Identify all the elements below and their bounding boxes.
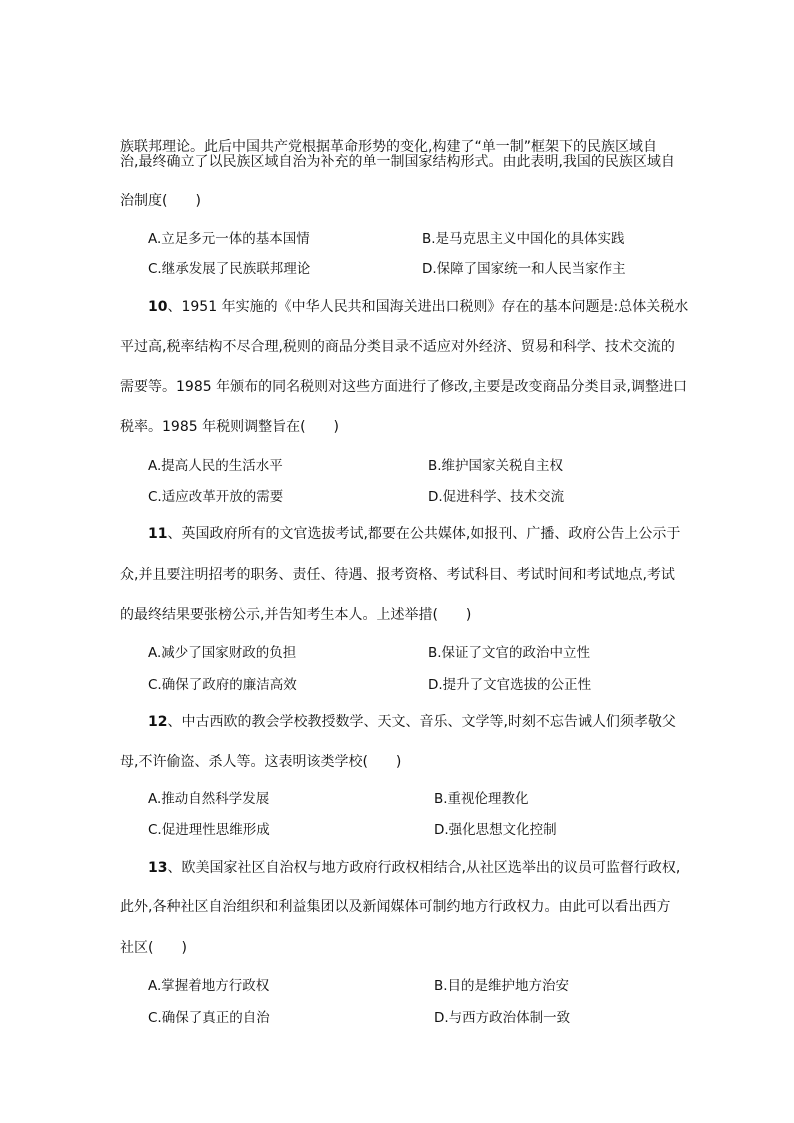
q9-option-d: D.保障了国家统一和人民当家作主 (422, 261, 626, 277)
q10-line-3: 需要等。1985 年颁布的同名税则对这些方面进行了修改,主要是改变商品分类目录,调整进口 (120, 379, 687, 395)
q11-option-a: A.减少了国家财政的负担 (148, 645, 297, 661)
q13-line-2: 此外,各种社区自治组织和利益集团以及新闻媒体可制约地方行政权力。由此可以看出西方 (120, 899, 671, 915)
q12-line-1 (148, 712, 676, 732)
q10-line-1-text: 、1951 年实施的《中华人民共和国海关进出口税则》存在的基本问题是:总体关税水 (167, 299, 689, 315)
q9-line-2: 治,最终确立了以民族区域自治为补充的单一制国家结构形式。由此表明,我国的民族区域自 (120, 154, 675, 170)
q12-option-d: D.强化思想文化控制 (434, 822, 557, 838)
question-number: 13 (148, 860, 168, 876)
q13-option-c: C.确保了真正的自治 (148, 1010, 270, 1026)
q9-option-c: C.继承发展了民族联邦理论 (148, 261, 311, 277)
q13-option-d: D.与西方政治体制一致 (434, 1010, 571, 1026)
q11-line-1-text: 、英国政府所有的文官选拔考试,都要在公共媒体,如报刊、广播、政府公告上公示于 (167, 526, 681, 542)
q13-option-a: A.掌握着地方行政权 (148, 978, 270, 994)
q13-option-b: B.目的是维护地方治安 (434, 978, 570, 994)
q10-line-4: 税率。1985 年税则调整旨在( ) (120, 419, 340, 435)
q12-line-1-text: 、中古西欧的教会学校教授数学、天文、音乐、文学等,时刻不忘告诫人们须孝敬父 (167, 714, 676, 730)
q12-option-a: A.推动自然科学发展 (148, 791, 270, 807)
q9-option-a: A.立足多元一体的基本国情 (148, 231, 310, 247)
q11-option-b: B.保证了文官的政治中立性 (428, 645, 591, 661)
q11-line-2: 众,并且要注明招考的职务、责任、待遇、报考资格、考试科目、考试时间和考试地点,考试 (120, 567, 675, 583)
q13-line-3: 社区( ) (120, 940, 187, 956)
q12-line-2: 母,不许偷盗、杀人等。这表明该类学校( ) (120, 754, 402, 770)
q12-option-b: B.重视伦理教化 (434, 791, 529, 807)
q10-line-2: 平过高,税率结构不尽合理,税则的商品分类目录不适应对外经济、贸易和科学、技术交流的 (120, 339, 675, 355)
q10-option-d: D.促进科学、技术交流 (428, 489, 565, 505)
q11-option-c: C.确保了政府的廉洁高效 (148, 677, 297, 693)
q10-option-b: B.维护国家关税自主权 (428, 458, 564, 474)
q12-option-c: C.促进理性思维形成 (148, 822, 270, 838)
q10-line-1 (148, 297, 688, 317)
q13-line-1 (148, 858, 680, 878)
question-number: 10 (148, 299, 168, 315)
q11-line-1 (148, 524, 680, 544)
q9-line-1: 族联邦理论。此后中国共产党根据革命形势的变化,构建了“单一制”框架下的民族区域自 (120, 139, 657, 155)
q11-line-3: 的最终结果要张榜公示,并告知考生本人。上述举措( ) (120, 607, 472, 623)
q10-option-a: A.提高人民的生活水平 (148, 458, 283, 474)
q11-option-d: D.提升了文官选拔的公正性 (428, 677, 592, 693)
question-number: 12 (148, 714, 168, 730)
q9-option-b: B.是马克思主义中国化的具体实践 (422, 231, 625, 247)
q9-line-3: 治制度( ) (120, 193, 201, 209)
q13-line-1-text: 、欧美国家社区自治权与地方政府行政权相结合,从社区选举出的议员可监督行政权, (167, 860, 681, 876)
q10-option-c: C.适应改革开放的需要 (148, 489, 284, 505)
question-number: 11 (148, 526, 168, 542)
